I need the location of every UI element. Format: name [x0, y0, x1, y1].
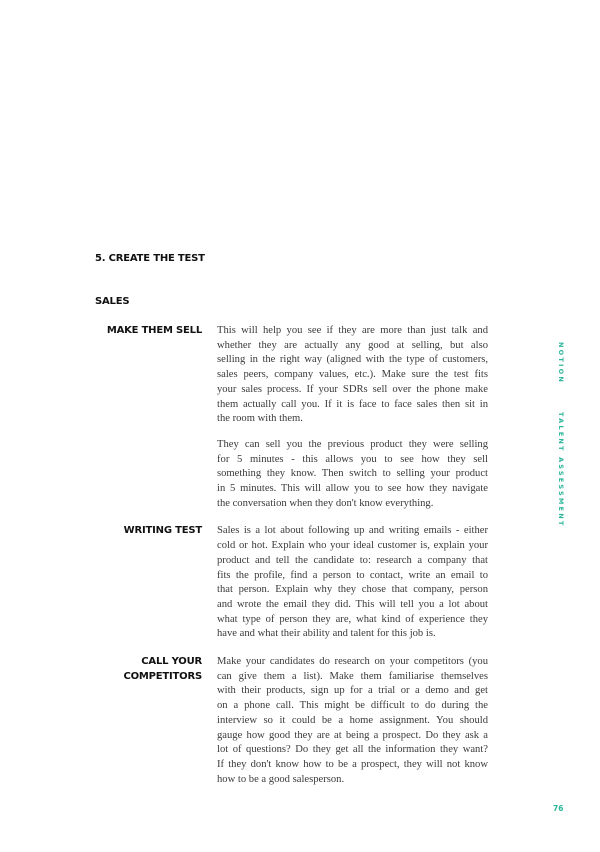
paragraph-line: lot of questions? Do they get all the information they want? [217, 744, 488, 756]
paragraph-line: selling in the right way (aligned with the type of customers, [217, 354, 488, 366]
item-make-them-sell [90, 324, 490, 511]
item-label-writing-test: WRITING TEST [123, 525, 202, 537]
paragraph-line: with their products, sign up for a trial or a demo and get [217, 685, 488, 697]
item-label-make-them-sell: MAKE THEM SELL [106, 325, 202, 336]
item-writing-test [90, 524, 490, 642]
item-paragraph [217, 324, 488, 427]
paragraph-line: gauge how good they are at being a prospect. Do they ask a [217, 729, 488, 741]
item-body [217, 324, 488, 511]
paragraph-line: that person. Explain why they chose that company, person [217, 584, 488, 596]
document-title: TALENT ASSESSMENT [557, 412, 565, 528]
paragraph-line: the conversation when they don't know everything. [217, 497, 434, 509]
paragraph-line: Sales is a lot about following up and writing emails - either [217, 525, 488, 537]
paragraph-line: This will help you see if they are more than just talk and [217, 325, 488, 336]
paragraph-line: Make your candidates do research on your competitors (you [217, 656, 488, 668]
item-body [217, 655, 488, 787]
paragraph-line: on a phone call. This might be difficult to do during the [217, 700, 488, 712]
item-paragraph [217, 655, 488, 787]
paragraph-line: If they don't know how to be a prospect, they will not know [217, 758, 488, 770]
brand-name: NOTION [557, 342, 565, 384]
paragraph-line: fits the profile, find a person to contact, write an email to [217, 569, 488, 581]
paragraph-line: your sales process. If your SDRs sell over the phone make [217, 383, 488, 395]
paragraph-line: in 5 minutes. This will allow you to see how they navigate [217, 483, 488, 495]
paragraph-line: can give them a list). Make them familiarise themselves [217, 670, 488, 682]
paragraph-line: cold or hot. Explain who your ideal customer is, explain your [217, 540, 488, 552]
paragraph-line: whether they are actually any good at selling, but also [217, 339, 488, 351]
content [90, 324, 490, 800]
paragraph-line: They can sell you the previous product they were selling [217, 438, 488, 450]
paragraph-line: for 5 minutes - this allows you to see how they sell [217, 453, 488, 465]
item-paragraph [217, 438, 488, 512]
paragraph-line: product and tell the candidate to: research a company that [217, 554, 488, 566]
paragraph-line: something they know. Then switch to selling your product [217, 468, 488, 480]
paragraph-line: sales peers, company values, etc.). Make sure the test fits [217, 369, 488, 381]
label-line: COMPETITORS [123, 670, 202, 682]
subsection-title: SALES [95, 296, 130, 307]
label-line: CALL YOUR [141, 656, 202, 668]
paragraph-line: them actually call you. If it is face to face sales then sit in [217, 398, 488, 410]
paragraph-line: have and what their ability and talent for this job is. [217, 628, 436, 640]
paragraph-line: and wrote the email they did. This will tell you a lot about [217, 598, 488, 610]
section-title: 5. CREATE THE TEST [95, 253, 205, 264]
item-body [217, 524, 488, 642]
paragraph-line: the room with them. [217, 413, 303, 425]
item-label-call-your-competitors [90, 655, 202, 684]
paragraph-line: what type of person they are, what kind of experience they [217, 613, 488, 625]
item-paragraph [217, 524, 488, 642]
page-number: 76 [553, 804, 564, 813]
paragraph-line: how to be a good salesperson. [217, 773, 345, 785]
paragraph-line: interview so it could be a home assignment. You should [217, 714, 488, 726]
item-call-your-competitors [90, 655, 490, 787]
